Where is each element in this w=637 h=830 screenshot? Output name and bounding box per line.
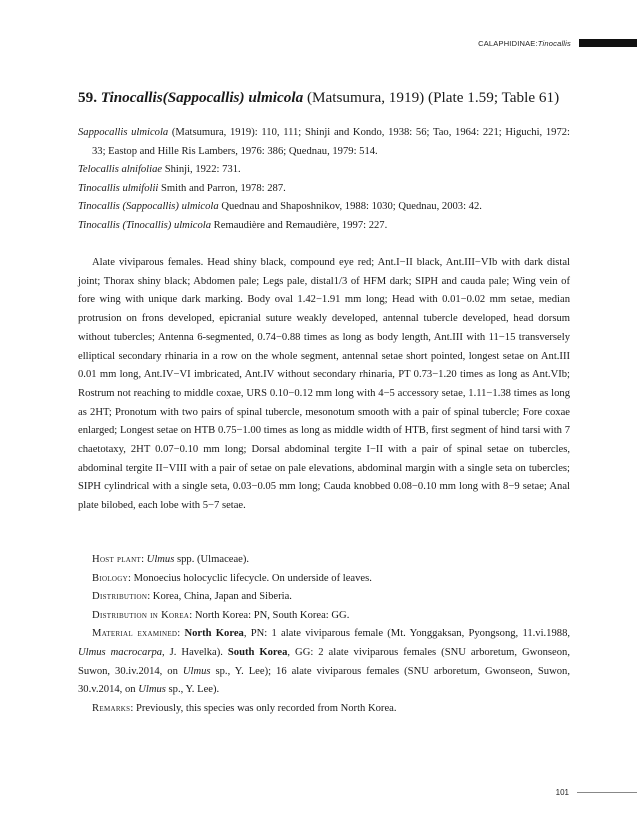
synonym-name: Telocallis alnifoliae — [78, 164, 163, 176]
biology-label: Biology — [92, 572, 128, 584]
species-number: 59. — [78, 89, 97, 106]
page-footer — [556, 788, 637, 797]
synonym-name: Tinocallis ulmifolii — [78, 182, 159, 194]
distribution-section: Distribution: Korea, China, Japan and Siberia. — [92, 591, 292, 603]
distribution-text: Korea, China, Japan and Siberia. — [150, 591, 292, 603]
synonym-citation: Smith and Parron, 1978: 287. — [158, 182, 286, 194]
synonym-citation: Remaudière and Remaudière, 1997: 227. — [211, 219, 388, 231]
distribution-korea-section: Distribution in Korea: North Korea: PN, South Korea: GG. — [92, 609, 350, 621]
running-head — [478, 37, 637, 49]
synonym-citation: Shinji, 1922: 731. — [162, 164, 241, 176]
running-head-section: CALAPHIDINAE: — [478, 38, 538, 48]
material-south-korea-label: South Korea — [227, 646, 288, 658]
material-north-korea-label: North Korea — [184, 628, 244, 640]
species-subgenus: Sappocallis — [167, 89, 240, 106]
remarks-text: Previously, this species was only recorded from North Korea. — [133, 702, 397, 714]
host-plant-label: Host plant — [92, 554, 142, 565]
species-title: 59. Tinocallis(Sappocallis) ulmicola (Matsumura, 1919) (Plate 1.59; Table 61) — [78, 89, 560, 106]
synonym-entry — [78, 124, 570, 161]
synonym-name: Sappocallis ulmicola — [78, 127, 169, 138]
synonym-entry — [78, 198, 570, 217]
distribution-label: Distribution — [92, 591, 148, 603]
biology-section: Biology: Monoecius holocyclic lifecycle. On underside of leaves. — [92, 572, 372, 584]
biology-text: Monoecius holocyclic lifecycle. On underside of leaves. — [130, 572, 372, 584]
synonym-name: Tinocallis (Tinocallis) ulmicola — [78, 219, 212, 231]
synonym-citation: (Matsumura, 1919): 110, 111; Shinji and Kondo, 1938: 56; Tao, 1964: 221; Higuchi, 1972: 33; Eastop and Hille Ris Lambers, 1976: 386; Quednau, 1979: 514. — [92, 127, 570, 157]
material-section: Material examined: North Korea, PN: 1 alate viviparous female (Mt. Yonggaksan, Pyongsong, 11.vi.1988, Ulmus macrocarpa, J. Havelka). South Korea, GG: 2 alate viviparous females (SNU arboretum, Gwonseon, Suwon, 30.iv.2014, on Ulmus sp., Y. Lee); 16 alate viviparous females (SNU arboretum, Gwonseon, Suwon, 30.v.2014, on Ulmus sp., Y. Lee). — [78, 628, 571, 696]
synonym-name: Tinocallis (Sappocallis) ulmicola — [78, 201, 219, 213]
distribution-korea-label: Distribution in Korea — [92, 609, 190, 621]
species-genus: Tinocallis — [100, 89, 163, 106]
running-head-genus: Tinocallis — [537, 38, 571, 48]
distribution-korea-text: North Korea: PN, South Korea: GG. — [192, 609, 350, 621]
material-label: Material examined — [92, 628, 178, 640]
species-authority: (Matsumura, 1919) (Plate 1.59; Table 61) — [303, 89, 560, 106]
footer-rule — [577, 792, 637, 793]
morphological-description: Alate viviparous females. Head shiny black, compound eye red; Ant.I−II black, Ant.III−VIb with dark distal joint; Thorax shiny black; Abdomen pale; Legs pale, distal1/3 of HFM dark; SIPH and cauda pale; Wing vein of fore wing with unique dark marking. Body oval 1.42−1.91 mm long; Head with 0.01−0.02 mm setae, median protrusion on frons developed, epicranial suture weakly developed, antennal tubercle developed, head dorsum without tubercles; Antenna 6-segmented, 0.74−0.88 times as long as body length, Ant.III with 11−15 transversely elliptical secondary rhinaria in a row on the whole segment, antennal setae short pointed, longest setae on Ant.III 0.01 mm long, Ant.IV−VI imbricated, Ant.IV without secondary rhinaria, PT 0.73−1.20 times as long as Ant.VIb; Rostrum not reaching to middle coxae, URS 0.10−0.12 mm long with 4−5 accessory setae, 1.11−1.38 times as long as 2HT; Pronotum with two pairs of spinal tubercle, mesonotum smooth with a pair of spinal tubercle; Fore coxae enlarged; Longest setae on HTB 0.75−1.00 times as long as middle width of HTB, first segment of hind tarsi with 7 chaetotaxy, 2HT 0.07−0.10 mm long; Dorsal abdominal tergite I−II with a pair of spinal setae on tubercles, abdominal tergite II−VIII with a pair of setae on pale elevations, abdominal margin with a single seta on tubercles; SIPH cylindrical with a single seta, 0.03−0.05 mm long; Cauda knobbed 0.08−0.10 mm long with 8−9 setae; Anal plate bilobed, each lobe with 5−7 setae. — [78, 257, 570, 512]
synonym-entry — [78, 180, 570, 199]
synonym-entry — [78, 161, 570, 180]
species-epithet: ulmicola — [248, 89, 304, 106]
species-notes — [78, 551, 570, 718]
remarks-label: Remarks — [92, 702, 131, 714]
page-number: 101 — [555, 788, 569, 797]
host-plant-genus: Ulmus — [146, 554, 175, 565]
synonym-citation: Quednau and Shaposhnikov, 1988: 1030; Quednau, 2003: 42. — [218, 201, 482, 213]
synonym-entry — [78, 217, 570, 236]
synonymy-list — [78, 124, 570, 236]
host-plant-text: spp. (Ulmaceae). — [174, 554, 250, 565]
running-head-bar — [579, 39, 637, 47]
remarks-section: Remarks: Previously, this species was only recorded from North Korea. — [92, 702, 397, 714]
host-plant-section: Host plant: Ulmus spp. (Ulmaceae). — [92, 554, 250, 565]
